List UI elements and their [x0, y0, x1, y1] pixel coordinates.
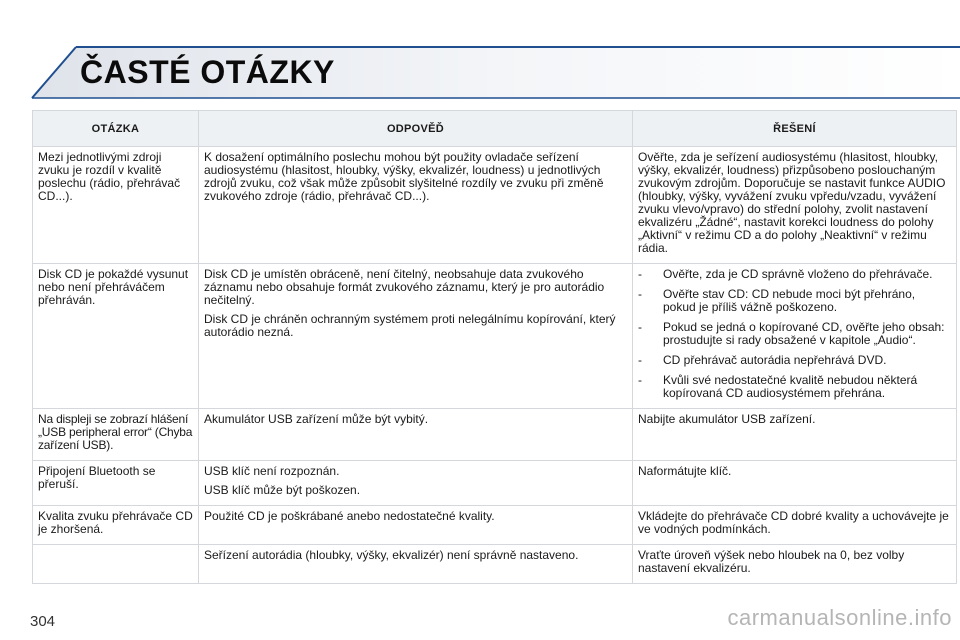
question-cell: Mezi jednotlivými zdroji zvuku je rozdíl v kvalitě poslechu (rádio, přehrávač CD...). — [33, 147, 199, 264]
solution-cell: Nabijte akumulátor USB zařízení. — [633, 409, 957, 461]
list-item — [638, 374, 951, 400]
question-cell: Kvalita zvuku přehrávače CD je zhoršená. — [33, 506, 199, 545]
page-number: 304 — [30, 613, 56, 630]
answer-text: USB klíč může být poškozen. — [204, 483, 361, 497]
watermark: carmanualsonline.info — [727, 605, 952, 630]
page-title: ČASTÉ OTÁZKY — [80, 54, 335, 90]
dash-bullet: - — [638, 287, 642, 301]
header-solution: ŘEŠENÍ — [633, 111, 957, 147]
list-item — [638, 268, 951, 281]
dash-bullet: - — [638, 353, 642, 367]
dash-bullet: - — [638, 373, 642, 387]
question-cell — [33, 545, 199, 584]
answer-cell — [199, 506, 633, 545]
faq-table — [32, 110, 957, 584]
solution-cell: Naformátujte klíč. — [633, 461, 957, 506]
answer-cell — [199, 545, 633, 584]
table-row — [33, 461, 957, 506]
table-header-row — [33, 111, 957, 147]
table-row — [33, 147, 957, 264]
dash-bullet: - — [638, 320, 642, 334]
question-cell: Disk CD je pokaždé vysunut nebo není přehráváčem přehráván. — [33, 264, 199, 409]
question-cell: Na displeji se zobrazí hlášení „USB peripheral error“ (Chyba zařízení USB). — [33, 409, 199, 461]
list-item — [638, 354, 951, 367]
list-item — [638, 288, 951, 314]
list-item-text: Kvůli své nedostatečné kvalitě nebudou některá kopírovaná CD audiosystémem přehrána. — [663, 373, 918, 400]
list-item-text: Ověřte, zda je CD správně vloženo do přehrávače. — [663, 267, 933, 281]
title-banner — [28, 46, 960, 102]
solution-cell: Ověřte, zda je seřízení audiosystému (hlasitost, hloubky, výšky, ekvalizér, loudness) přizpůsobeno poslouchaným zvukovým zdrojům. Doporučuje se nastavit funkce AUDIO (hloubky, výšky, vyvážení zvuku vpředu/vzadu, vyvážení zvuku vlevo/vpravo) do střední polohy, zvolit nastavení ekvalizéru „Žádné“, nastavit korekci loudness do polohy „Aktivní“ v režimu CD a do polohy „Neaktivní“ v režimu rádia. — [633, 147, 957, 264]
solution-cell: Vraťte úroveň výšek nebo hloubek na 0, bez volby nastavení ekvalizéru. — [633, 545, 957, 584]
answer-text: Seřízení autorádia (hloubky, výšky, ekvalizér) není správně nastaveno. — [204, 548, 579, 562]
solution-cell — [633, 264, 957, 409]
header-question: OTÁZKA — [33, 111, 199, 147]
answer-text: K dosažení optimálního poslechu mohou být použity ovladače seřízení audiosystému (hlasitost, hloubky, výšky, ekvalizér, loudness) u jednotlivých zdrojů zvuku, což však může způsobit slyšitelné rozdíly ve zvuku při změně zvukového zdroje (rádio, přehrávač CD...). — [204, 150, 604, 203]
header-answer: ODPOVĚĎ — [199, 111, 633, 147]
list-item-text: CD přehrávač autorádia nepřehrává DVD. — [663, 353, 887, 367]
answer-text: Disk CD je umístěn obráceně, není čitelný, neobsahuje data zvukového záznamu nebo obsahuje formát zvukového záznamu, který je pro autorádio nečitelný. — [204, 267, 605, 307]
answer-cell — [199, 147, 633, 264]
answer-text: Použité CD je poškrábané anebo nedostatečné kvality. — [204, 509, 495, 523]
solution-list — [638, 268, 951, 400]
answer-text: Disk CD je chráněn ochranným systémem proti nelegálnímu kopírování, který autorádio nezná. — [204, 312, 616, 339]
solution-cell: Vkládejte do přehrávače CD dobré kvality a uchovávejte je ve vodných podmínkách. — [633, 506, 957, 545]
list-item — [638, 321, 951, 347]
answer-cell — [199, 461, 633, 506]
table-row — [33, 264, 957, 409]
question-cell: Připojení Bluetooth se přeruší. — [33, 461, 199, 506]
table-row — [33, 545, 957, 584]
dash-bullet: - — [638, 267, 642, 281]
table-row — [33, 409, 957, 461]
answer-text: USB klíč není rozpoznán. — [204, 464, 340, 478]
answer-cell — [199, 409, 633, 461]
table-row — [33, 506, 957, 545]
answer-text: Akumulátor USB zařízení může být vybitý. — [204, 412, 429, 426]
list-item-text: Pokud se jedná o kopírované CD, ověřte jeho obsah: prostudujte si rady obsažené v kapitole „Audio“. — [663, 320, 945, 347]
list-item-text: Ověřte stav CD: CD nebude moci být přehráno, pokud je příliš vážně poškozeno. — [663, 287, 916, 314]
answer-cell — [199, 264, 633, 409]
